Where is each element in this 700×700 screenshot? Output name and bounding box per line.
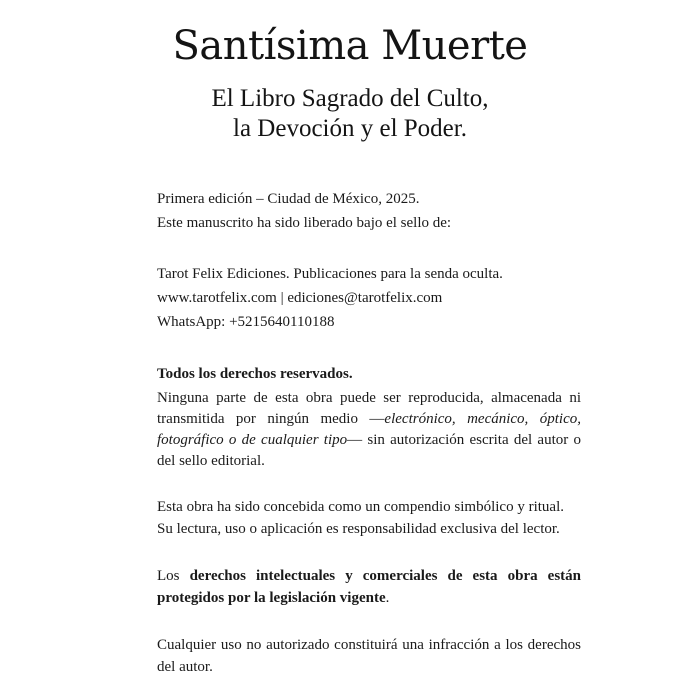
- book-subtitle-line-2: la Devoción y el Poder.: [233, 115, 467, 142]
- infraction-paragraph: Cualquier uso no autorizado constituirá una infracción a los derechos del autor.: [157, 637, 581, 675]
- ip-paragraph: [157, 565, 581, 609]
- rights-heading: Todos los derechos reservados.: [157, 366, 353, 382]
- book-subtitle-line-1: El Libro Sagrado del Culto,: [211, 85, 489, 112]
- rights-text-end: — sin autorización escrita del autor o del sello editorial.: [157, 432, 581, 469]
- edition-block: [157, 187, 581, 235]
- publisher-contact: www.tarotfelix.com | ediciones@tarotfelix.com: [157, 290, 443, 306]
- edition-line: Primera edición – Ciudad de México, 2025.: [157, 191, 420, 207]
- publisher-block: [157, 262, 581, 334]
- seal-line: Este manuscrito ha sido liberado bajo el sello de:: [157, 215, 452, 231]
- disclaimer-line-2: Su lectura, uso o aplicación es responsabilidad exclusiva del lector.: [157, 521, 560, 537]
- book-title: Santísima Muerte: [172, 23, 528, 69]
- rights-text-media: electrónico, mecánico, óptico, fotográfico o de cualquier tipo: [157, 411, 581, 448]
- disclaimer-line-1: Esta obra ha sido concebida como un compendio simbólico y ritual.: [157, 499, 564, 515]
- rights-text-start: Ninguna parte de esta obra puede ser reproducida, almacenada ni transmitida por ningún medio —: [157, 390, 581, 427]
- disclaimer-block: [157, 496, 581, 540]
- ip-prefix: Los: [157, 568, 190, 584]
- ip-bold-text: derechos intelectuales y comerciales de esta obra están protegidos por la legislación vigente: [157, 568, 581, 606]
- rights-paragraph: [157, 388, 581, 472]
- publisher-name: Tarot Felix Ediciones. Publicaciones para la senda oculta.: [157, 266, 503, 282]
- ip-suffix: .: [385, 590, 390, 606]
- publisher-whatsapp: WhatsApp: +5215640110188: [157, 314, 335, 330]
